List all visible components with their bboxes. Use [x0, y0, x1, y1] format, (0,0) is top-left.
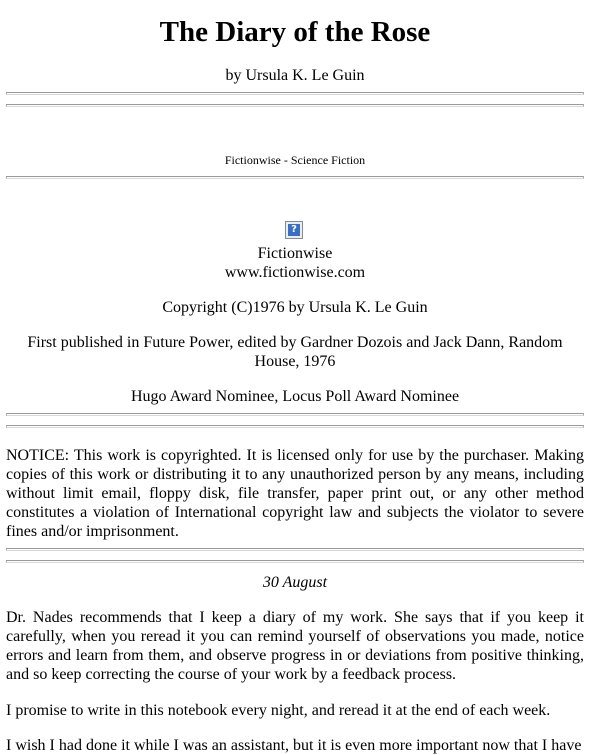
horizontal-rule [6, 104, 584, 107]
first-published-line: First published in Future Power, edited by Gardner Dozois and Jack Dann, Random House, 1976 [27, 334, 563, 370]
horizontal-rule [6, 560, 584, 563]
author-byline: by Ursula K. Le Guin [225, 67, 365, 84]
horizontal-rule [6, 548, 584, 551]
horizontal-rule [6, 425, 584, 428]
horizontal-rule [6, 413, 584, 416]
awards-line: Hugo Award Nominee, Locus Poll Award Nominee [130, 388, 460, 405]
diary-paragraph: I wish I had done it while I was an assistant, but it is even more important now that I have [6, 737, 582, 754]
publisher-name: Fictionwise [257, 245, 333, 262]
broken-image-icon: ? [285, 221, 303, 239]
publisher-banner: Fictionwise - Science Fiction [224, 153, 366, 167]
book-title: The Diary of the Rose [159, 16, 431, 48]
horizontal-rule [6, 176, 584, 179]
copyright-notice: NOTICE: This work is copyrighted. It is licensed only for use by the purchaser. Making copies of this work or distributing it to any unauthorized person by any means, including without limit email, floppy disk, file transfer, paper print out, or any other method constitutes a violation of International copyright law and subjects the violator to severe fines and/or imprisonment. [6, 447, 584, 540]
horizontal-rule [6, 92, 584, 95]
copyright-line: Copyright (C)1976 by Ursula K. Le Guin [162, 299, 428, 316]
diary-date: 30 August [262, 574, 328, 591]
diary-paragraph: I promise to write in this notebook every night, and reread it at the end of each week. [6, 702, 551, 719]
diary-paragraph: Dr. Nades recommends that I keep a diary of my work. She says that if you keep it carefully, when you reread it you can remind yourself of observations you made, notice errors and learn from them, and observe progress in or deviations from positive thinking, and so keep correcting the course of your work by a feedback process. [6, 609, 584, 683]
publisher-url: www.fictionwise.com [224, 264, 366, 281]
